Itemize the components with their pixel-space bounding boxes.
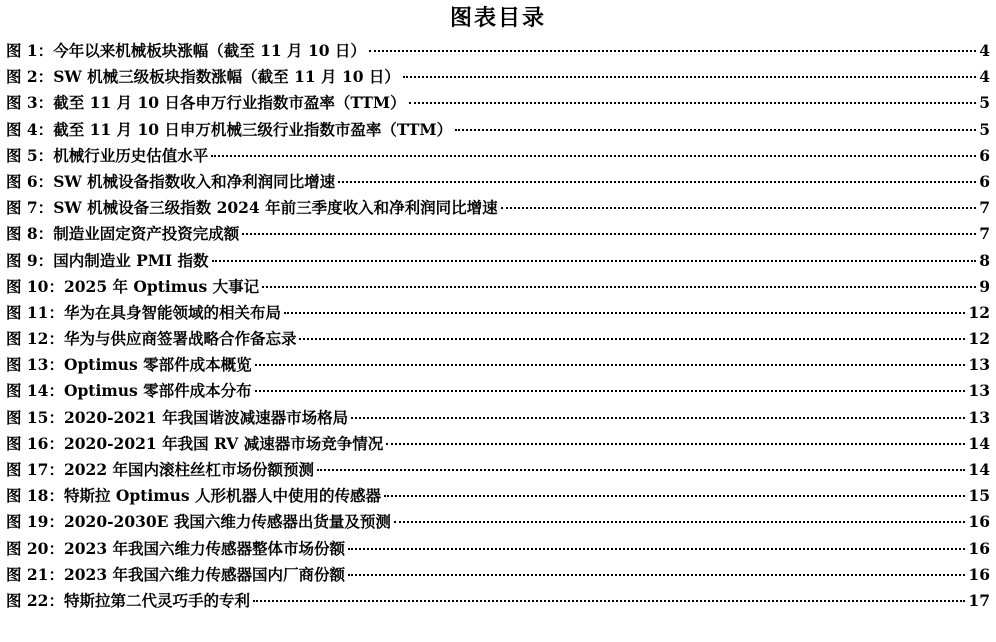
toc-entry-label: 图 7：: [6, 198, 54, 218]
toc-entry-figure-8[interactable]: [6, 221, 990, 247]
toc-entry-label: 图 3：: [6, 93, 54, 113]
toc-entry-label: 图 11：: [6, 302, 64, 322]
toc-entry-figure-10[interactable]: [6, 274, 990, 300]
toc-entry-label: 图 20：: [6, 538, 64, 558]
toc-entry-label: 图 4：: [6, 119, 54, 139]
toc-entry-text: 制造业固定资产投资完成额: [53, 224, 240, 244]
toc-dot-leader: [351, 417, 965, 419]
toc-entry-label: 图 6：: [6, 171, 54, 191]
toc-dot-leader: [501, 207, 977, 209]
toc-dot-leader: [299, 338, 965, 340]
toc-entry-page-number: 4: [979, 67, 990, 87]
toc-entry-text: 2020-2021 年我国谐波减速器市场格局: [63, 407, 349, 427]
toc-entry-figure-18[interactable]: [6, 483, 990, 509]
toc-dot-leader: [242, 233, 976, 235]
toc-entry-label: 图 22：: [6, 590, 64, 610]
toc-entry-page-number: 5: [979, 119, 990, 139]
toc-entry-label: 图 10：: [6, 276, 64, 296]
toc-entry-figure-20[interactable]: [6, 536, 990, 562]
toc-entry-label: 图 13：: [6, 355, 64, 375]
toc-entry-page-number: 9: [979, 276, 990, 296]
toc-entry-page-number: 16: [968, 512, 990, 532]
toc-entry-figure-21[interactable]: [6, 562, 990, 588]
toc-entry-page-number: 12: [968, 329, 990, 349]
toc-entry-page-number: 8: [979, 250, 990, 270]
figure-list: [6, 38, 990, 614]
toc-entry-page-number: 13: [968, 355, 990, 375]
toc-dot-leader: [409, 102, 977, 104]
toc-entry-text: Optimus 零部件成本分布: [63, 381, 252, 401]
toc-dot-leader: [212, 260, 977, 262]
toc-entry-label: 图 19：: [6, 512, 64, 532]
toc-entry-figure-17[interactable]: [6, 457, 990, 483]
toc-entry-text: SW 机械设备三级指数 2024 年前三季度收入和净利润同比增速: [53, 198, 498, 218]
toc-entry-text: 特斯拉 Optimus 人形机器人中使用的传感器: [63, 486, 382, 506]
toc-entry-figure-16[interactable]: [6, 431, 990, 457]
toc-entry-page-number: 14: [968, 460, 990, 479]
toc-entry-text: Optimus 零部件成本概览: [63, 355, 252, 375]
page-title: 图表目录: [449, 5, 546, 31]
toc-entry-figure-9[interactable]: [6, 248, 990, 274]
toc-dot-leader: [317, 469, 965, 471]
toc-entry-text: 2022 年国内滚柱丝杠市场份额预测: [63, 460, 315, 479]
toc-entry-label: 图 5：: [6, 145, 54, 165]
toc-dot-leader: [455, 129, 976, 131]
toc-dot-leader: [403, 76, 976, 78]
toc-entry-text: 2023 年我国六维力传感器整体市场份额: [63, 538, 346, 558]
toc-entry-label: 图 14：: [6, 381, 64, 401]
toc-entry-figure-6[interactable]: [6, 169, 990, 195]
toc-entry-text: 截至 11 月 10 日申万机械三级行业指数市盈率（TTM）: [53, 119, 453, 139]
toc-entry-figure-4[interactable]: [6, 117, 990, 143]
toc-entry-figure-15[interactable]: [6, 405, 990, 431]
toc-entry-figure-19[interactable]: [6, 509, 990, 535]
toc-entry-label: 图 2：: [6, 67, 54, 87]
toc-entry-label: 图 9：: [6, 250, 54, 270]
toc-dot-leader: [262, 286, 976, 288]
toc-entry-text: 国内制造业 PMI 指数: [53, 250, 209, 270]
toc-entry-figure-11[interactable]: [6, 300, 990, 326]
toc-entry-page-number: 7: [979, 224, 990, 244]
toc-dot-leader: [253, 600, 965, 602]
toc-dot-leader: [255, 364, 966, 366]
toc-entry-text: 今年以来机械板块涨幅（截至 11 月 10 日）: [53, 41, 366, 60]
toc-entry-label: 图 8：: [6, 224, 54, 244]
toc-entry-page-number: 6: [979, 171, 990, 191]
toc-entry-page-number: 7: [979, 198, 990, 218]
toc-entry-figure-5[interactable]: [6, 143, 990, 169]
toc-entry-figure-12[interactable]: [6, 326, 990, 352]
toc-entry-text: 2020-2030E 我国六维力传感器出货量及预测: [63, 512, 391, 532]
toc-entry-label: 图 15：: [6, 407, 64, 427]
toc-entry-text: 华为在具身智能领域的相关布局: [63, 302, 281, 322]
toc-entry-page-number: 17: [968, 590, 990, 610]
toc-entry-figure-7[interactable]: [6, 195, 990, 221]
toc-entry-text: SW 机械设备指数收入和净利润同比增速: [53, 171, 336, 191]
toc-dot-leader: [211, 155, 976, 157]
toc-entry-text: 截至 11 月 10 日各申万行业指数市盈率（TTM）: [53, 93, 406, 113]
toc-entry-text: 2023 年我国六维力传感器国内厂商份额: [63, 564, 346, 584]
toc-entry-text: 机械行业历史估值水平: [53, 145, 209, 165]
toc-entry-figure-3[interactable]: [6, 90, 990, 116]
toc-dot-leader: [255, 390, 966, 392]
toc-dot-leader: [369, 50, 976, 52]
toc-dot-leader: [386, 443, 965, 445]
toc-entry-page-number: 13: [968, 381, 990, 401]
toc-entry-page-number: 4: [979, 41, 990, 60]
toc-dot-leader: [394, 521, 966, 523]
toc-entry-label: 图 21：: [6, 564, 64, 584]
toc-entry-text: 特斯拉第二代灵巧手的专利: [63, 590, 250, 610]
toc-entry-page-number: 16: [968, 564, 990, 584]
toc-dot-leader: [384, 495, 965, 497]
toc-entry-page-number: 13: [968, 407, 990, 427]
toc-entry-page-number: 16: [968, 538, 990, 558]
toc-entry-figure-1[interactable]: [6, 38, 990, 64]
toc-entry-text: 2025 年 Optimus 大事记: [63, 276, 260, 296]
toc-entry-text: SW 机械三级板块指数涨幅（截至 11 月 10 日）: [53, 67, 400, 87]
toc-entry-figure-22[interactable]: [6, 588, 990, 614]
toc-entry-label: 图 12：: [6, 329, 64, 349]
toc-entry-page-number: 15: [968, 486, 990, 506]
toc-dot-leader: [284, 312, 965, 314]
toc-entry-text: 2020-2021 年我国 RV 减速器市场竞争情况: [63, 433, 384, 453]
toc-dot-leader: [348, 548, 965, 550]
toc-entry-label: 图 18：: [6, 486, 64, 506]
toc-entry-label: 图 1：: [6, 41, 54, 60]
toc-entry-figure-14[interactable]: [6, 378, 990, 404]
toc-entry-label: 图 16：: [6, 433, 64, 453]
toc-entry-page-number: 12: [968, 302, 990, 322]
toc-dot-leader: [338, 181, 976, 183]
toc-entry-label: 图 17：: [6, 460, 64, 479]
toc-entry-page-number: 6: [979, 145, 990, 165]
toc-entry-page-number: 5: [979, 93, 990, 113]
toc-entry-page-number: 14: [968, 433, 990, 453]
toc-entry-figure-13[interactable]: [6, 352, 990, 378]
toc-entry-figure-2[interactable]: [6, 64, 990, 90]
toc-dot-leader: [348, 574, 965, 576]
toc-entry-text: 华为与供应商签署战略合作备忘录: [63, 329, 297, 349]
